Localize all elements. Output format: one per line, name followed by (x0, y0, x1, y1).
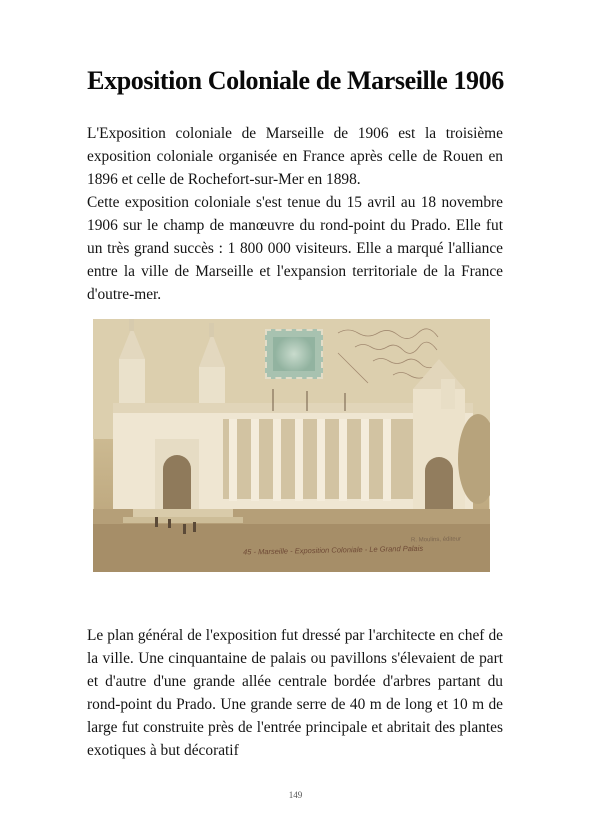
paragraph-3: Le plan général de l'exposition fut dressé par l'architecte en chef de la ville. Une cinquantaine de palais ou pavillons s'élevaient de part et d'autre d'une grande allée centrale bordée d'arbres partant du rond-point du Prado. Une grande serre de 40 m de long et 10 m de large fut construite près de l'entrée principale et abritait des plantes exotiques à but décoratif (87, 627, 503, 759)
postcard-publisher: R. Moulins, éditeur (410, 536, 462, 544)
intro-text (87, 122, 503, 306)
postage-stamp (265, 329, 323, 379)
page-title: Exposition Coloniale de Marseille 1906 (87, 66, 504, 95)
stamp-image (273, 337, 315, 371)
postcard-image (93, 319, 490, 572)
postcard-caption: 45 - Marseille - Exposition Coloniale - Le Grand Palais (242, 543, 424, 557)
paragraph-2: Cette exposition coloniale s'est tenue du 15 avril au 18 novembre 1906 sur le champ de manœuvre du rond-point du Prado. Elle fut un très grand succès : 1 800 000 visiteurs. Elle a marqué l'alliance entre la ville de Marseille et l'expansion territoriale de la France d'outre-mer. (87, 194, 503, 303)
page-number: 149 (288, 790, 303, 800)
paragraph-1: L'Exposition coloniale de Marseille de 1906 est la troisième exposition coloniale organisée en France après celle de Rouen en 1896 et celle de Rochefort-sur-Mer en 1898. (87, 125, 503, 188)
plan-text (87, 624, 503, 762)
